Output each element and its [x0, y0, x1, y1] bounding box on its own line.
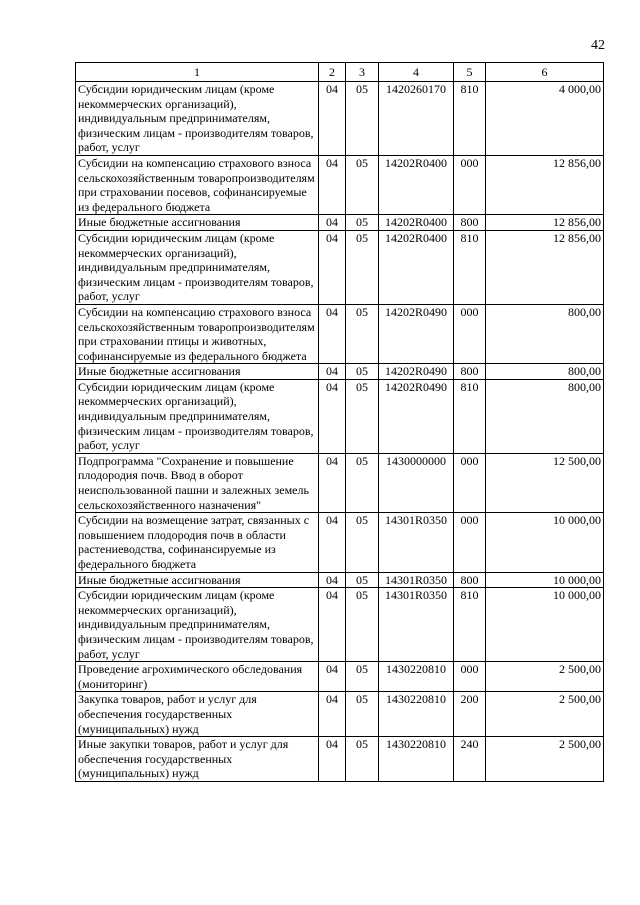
expense-type-cell: 240 — [454, 737, 486, 782]
target-article-cell: 1430220810 — [379, 737, 454, 782]
amount-cell: 12 500,00 — [486, 453, 604, 512]
target-article-cell: 1430000000 — [379, 453, 454, 512]
amount-cell: 12 856,00 — [486, 230, 604, 304]
table-row — [76, 737, 604, 782]
section-code-cell: 04 — [319, 662, 346, 692]
table-row — [76, 364, 604, 380]
section-code-cell: 04 — [319, 453, 346, 512]
table-row — [76, 662, 604, 692]
row-name-cell: Проведение агрохимического обследования (мониторинг) — [76, 662, 319, 692]
row-name-cell: Субсидии юридическим лицам (кроме некоммерческих организаций), индивидуальным предпринимателям, физическим лицам - производителям товаров, работ, услуг — [76, 588, 319, 662]
expense-type-cell: 000 — [454, 155, 486, 214]
expense-type-cell: 200 — [454, 692, 486, 737]
section-code-cell: 04 — [319, 737, 346, 782]
table-row — [76, 453, 604, 512]
table-row — [76, 513, 604, 572]
amount-cell: 800,00 — [486, 379, 604, 453]
subsection-code-cell: 05 — [346, 513, 379, 572]
section-code-cell: 04 — [319, 82, 346, 156]
expense-type-cell: 000 — [454, 453, 486, 512]
subsection-code-cell: 05 — [346, 379, 379, 453]
section-code-cell: 04 — [319, 215, 346, 231]
table-row — [76, 692, 604, 737]
amount-cell: 800,00 — [486, 364, 604, 380]
expense-type-cell: 810 — [454, 588, 486, 662]
section-code-cell: 04 — [319, 572, 346, 588]
budget-table — [75, 62, 604, 782]
target-article-cell: 14301R0350 — [379, 513, 454, 572]
target-article-cell: 1420260170 — [379, 82, 454, 156]
target-article-cell: 14301R0350 — [379, 588, 454, 662]
row-name-cell: Субсидии на компенсацию страхового взноса сельскохозяйственным товаропроизводителям при страховании птицы и животных, софинансируемые из федерального бюджета — [76, 304, 319, 363]
amount-cell: 800,00 — [486, 304, 604, 363]
section-code-cell: 04 — [319, 588, 346, 662]
column-header: 6 — [486, 63, 604, 82]
column-header: 5 — [454, 63, 486, 82]
expense-type-cell: 800 — [454, 215, 486, 231]
table-header-row — [76, 63, 604, 82]
target-article-cell: 1430220810 — [379, 662, 454, 692]
column-header: 1 — [76, 63, 319, 82]
target-article-cell: 14202R0490 — [379, 379, 454, 453]
column-header: 3 — [346, 63, 379, 82]
table-body — [76, 82, 604, 782]
subsection-code-cell: 05 — [346, 230, 379, 304]
target-article-cell: 14202R0400 — [379, 215, 454, 231]
amount-cell: 4 000,00 — [486, 82, 604, 156]
table-row — [76, 155, 604, 214]
column-header: 4 — [379, 63, 454, 82]
row-name-cell: Иные бюджетные ассигнования — [76, 364, 319, 380]
target-article-cell: 14202R0400 — [379, 155, 454, 214]
expense-type-cell: 800 — [454, 364, 486, 380]
column-header: 2 — [319, 63, 346, 82]
table-row — [76, 588, 604, 662]
subsection-code-cell: 05 — [346, 572, 379, 588]
row-name-cell: Иные бюджетные ассигнования — [76, 215, 319, 231]
amount-cell: 12 856,00 — [486, 155, 604, 214]
table-row — [76, 215, 604, 231]
subsection-code-cell: 05 — [346, 364, 379, 380]
section-code-cell: 04 — [319, 364, 346, 380]
expense-type-cell: 810 — [454, 379, 486, 453]
row-name-cell: Субсидии на компенсацию страхового взноса сельскохозяйственным товаропроизводителям при страховании посевов, софинансируемые из федерального бюджета — [76, 155, 319, 214]
subsection-code-cell: 05 — [346, 737, 379, 782]
section-code-cell: 04 — [319, 155, 346, 214]
page-number: 42 — [591, 38, 605, 53]
section-code-cell: 04 — [319, 379, 346, 453]
section-code-cell: 04 — [319, 513, 346, 572]
row-name-cell: Подпрограмма "Сохранение и повышение плодородия почв. Ввод в оборот неиспользованной пашни и залежных земель сельскохозяйственного назначения" — [76, 453, 319, 512]
target-article-cell: 14202R0490 — [379, 364, 454, 380]
amount-cell: 2 500,00 — [486, 737, 604, 782]
subsection-code-cell: 05 — [346, 82, 379, 156]
section-code-cell: 04 — [319, 304, 346, 363]
table-row — [76, 304, 604, 363]
amount-cell: 10 000,00 — [486, 572, 604, 588]
row-name-cell: Субсидии юридическим лицам (кроме некоммерческих организаций), индивидуальным предпринимателям, физическим лицам - производителям товаров, работ, услуг — [76, 230, 319, 304]
row-name-cell: Субсидии юридическим лицам (кроме некоммерческих организаций), индивидуальным предпринимателям, физическим лицам - производителям товаров, работ, услуг — [76, 82, 319, 156]
amount-cell: 10 000,00 — [486, 588, 604, 662]
subsection-code-cell: 05 — [346, 692, 379, 737]
amount-cell: 10 000,00 — [486, 513, 604, 572]
expense-type-cell: 000 — [454, 513, 486, 572]
table-row — [76, 572, 604, 588]
target-article-cell: 14202R0400 — [379, 230, 454, 304]
expense-type-cell: 810 — [454, 82, 486, 156]
table-row — [76, 82, 604, 156]
expense-type-cell: 000 — [454, 304, 486, 363]
subsection-code-cell: 05 — [346, 453, 379, 512]
target-article-cell: 14301R0350 — [379, 572, 454, 588]
table-row — [76, 230, 604, 304]
table-row — [76, 379, 604, 453]
row-name-cell: Закупка товаров, работ и услуг для обеспечения государственных (муниципальных) нужд — [76, 692, 319, 737]
subsection-code-cell: 05 — [346, 588, 379, 662]
subsection-code-cell: 05 — [346, 304, 379, 363]
subsection-code-cell: 05 — [346, 155, 379, 214]
section-code-cell: 04 — [319, 692, 346, 737]
subsection-code-cell: 05 — [346, 662, 379, 692]
expense-type-cell: 800 — [454, 572, 486, 588]
row-name-cell: Субсидии на возмещение затрат, связанных с повышением плодородия почв в области растениеводства, софинансируемые из федерального бюджета — [76, 513, 319, 572]
amount-cell: 12 856,00 — [486, 215, 604, 231]
row-name-cell: Иные закупки товаров, работ и услуг для обеспечения государственных (муниципальных) нужд — [76, 737, 319, 782]
subsection-code-cell: 05 — [346, 215, 379, 231]
expense-type-cell: 810 — [454, 230, 486, 304]
row-name-cell: Субсидии юридическим лицам (кроме некоммерческих организаций), индивидуальным предпринимателям, физическим лицам - производителям товаров, работ, услуг — [76, 379, 319, 453]
amount-cell: 2 500,00 — [486, 662, 604, 692]
target-article-cell: 1430220810 — [379, 692, 454, 737]
row-name-cell: Иные бюджетные ассигнования — [76, 572, 319, 588]
amount-cell: 2 500,00 — [486, 692, 604, 737]
target-article-cell: 14202R0490 — [379, 304, 454, 363]
section-code-cell: 04 — [319, 230, 346, 304]
expense-type-cell: 000 — [454, 662, 486, 692]
